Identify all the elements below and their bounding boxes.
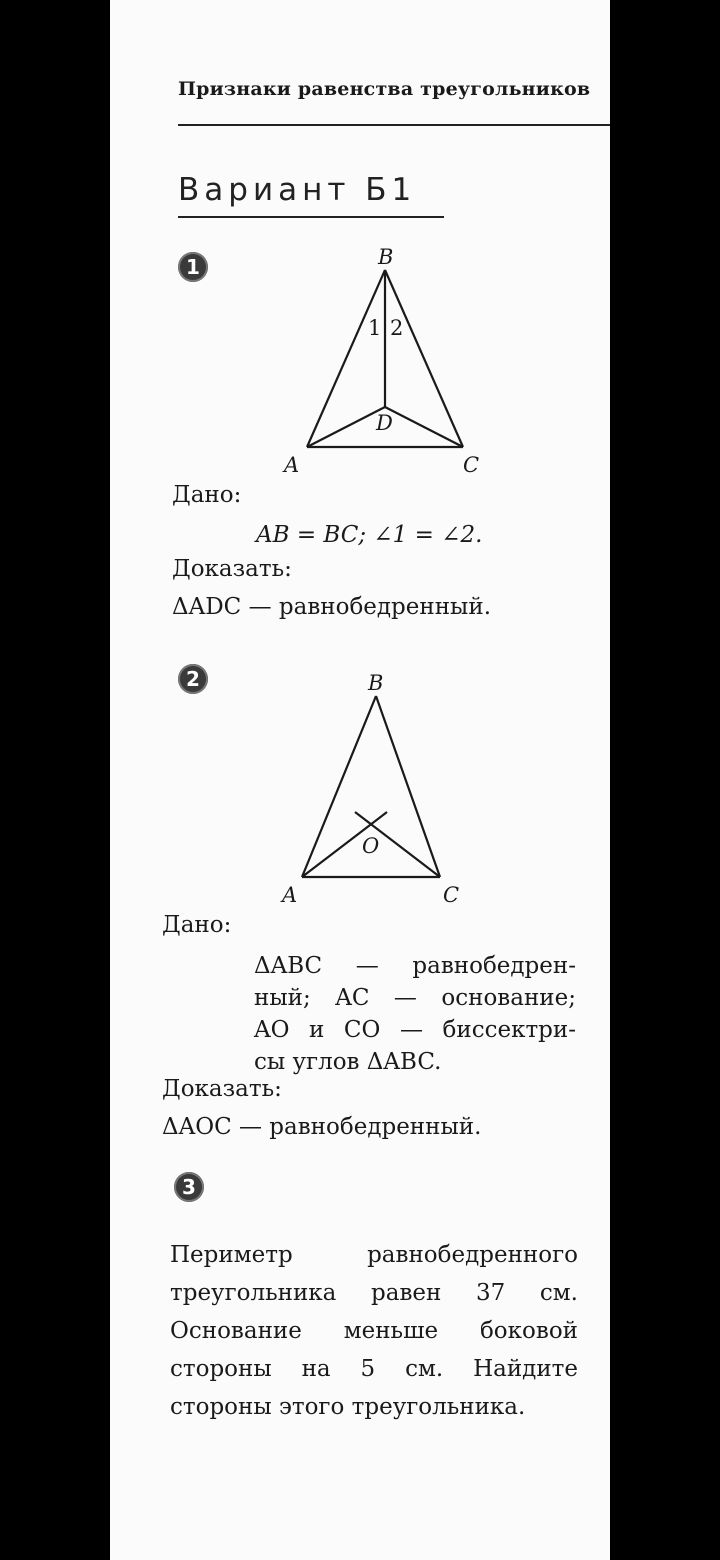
problem-1-number-badge: 1 <box>178 252 208 282</box>
segment-bc <box>385 270 463 447</box>
variant-underline <box>178 216 444 218</box>
given-line-4: сы углов ΔABC. <box>254 1049 442 1075</box>
problem-2-figure <box>280 660 510 910</box>
label-b: B <box>368 671 384 695</box>
problem-1-given-text: AB = BC; ∠1 = ∠2. <box>256 522 483 548</box>
angle-1-label: 1 <box>368 316 382 340</box>
variant-title: Вариант Б1 <box>178 172 417 208</box>
label-c: C <box>463 453 480 477</box>
segment-cd <box>385 407 463 447</box>
label-c: C <box>443 883 460 907</box>
problem-3-line-2: треугольника равен 37 см. <box>170 1280 578 1306</box>
problem-3-text <box>170 1236 578 1426</box>
problem-3-line-3: Основание меньше боковой <box>170 1318 578 1344</box>
problem-1-given-label: Дано: <box>172 482 242 508</box>
problem-2-prove-text: ΔAOC — равнобедренный. <box>162 1114 482 1140</box>
given-line-2: ный; AC — основание; <box>254 985 576 1011</box>
segment-ad <box>307 407 385 447</box>
problem-2-prove-label: Доказать: <box>162 1076 282 1102</box>
problem-1-prove-label: Доказать: <box>172 556 292 582</box>
problem-2-given-label: Дано: <box>162 912 232 938</box>
problem-2-number-badge: 2 <box>178 664 208 694</box>
running-head: Признаки равенства треугольников <box>178 78 591 100</box>
given-line-1: ΔABC — равнобедрен- <box>254 953 576 979</box>
label-a: A <box>284 453 300 477</box>
problem-3-line-5: стороны этого треугольника. <box>170 1394 526 1420</box>
problem-3-line-4: стороны на 5 см. Найдите <box>170 1356 578 1382</box>
given-line-3: AO и CO — биссектри- <box>254 1017 576 1043</box>
label-o: O <box>362 834 380 858</box>
problem-2-given-block <box>254 950 576 1078</box>
angle-2-label: 2 <box>390 316 404 340</box>
header-divider <box>178 124 610 126</box>
segment-bc <box>376 696 440 877</box>
label-d: D <box>376 411 393 435</box>
label-b: B <box>378 245 394 269</box>
label-a: A <box>282 883 298 907</box>
problem-3-number-badge: 3 <box>174 1172 204 1202</box>
textbook-page <box>110 0 610 1560</box>
problem-1-figure <box>280 240 510 485</box>
segment-ab <box>307 270 385 447</box>
problem-3-line-1: Периметр равнобедренного <box>170 1242 578 1268</box>
problem-1-prove-text: ΔADC — равнобедренный. <box>172 594 492 620</box>
